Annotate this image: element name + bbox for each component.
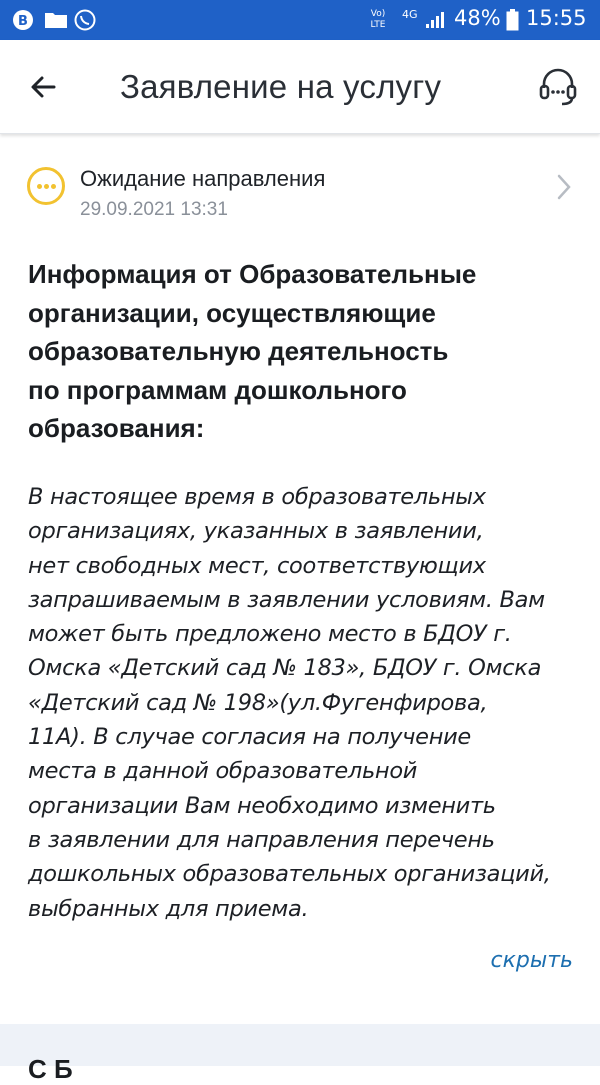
headset-icon[interactable]: [536, 64, 580, 108]
call-icon: [74, 9, 96, 31]
next-section-panel: [0, 1024, 600, 1084]
info-message-line: дошкольных образовательных организаций,: [28, 861, 551, 888]
info-heading-line: организации, осуществляющие: [28, 297, 436, 328]
info-heading-line: по программам дошкольного: [28, 374, 407, 405]
battery-percent: 48%: [454, 6, 501, 30]
network-type-indicator: 4G: [402, 8, 418, 21]
info-message-line: организации Вам необходимо изменить: [28, 792, 496, 819]
info-heading: [28, 255, 548, 448]
back-arrow-icon[interactable]: [24, 67, 64, 107]
application-status-title: Ожидание направления: [80, 166, 326, 191]
info-message-line: нет свободных мест, соответствующих: [28, 552, 486, 579]
app-header: [0, 40, 600, 134]
info-message-line: Омска «Детский сад № 183», БДОУ г. Омска: [28, 655, 542, 682]
application-status-date: 29.09.2021 13:31: [80, 199, 228, 220]
svg-text:В: В: [18, 14, 28, 29]
info-heading-line: образовательную деятельность: [28, 336, 449, 366]
info-message-line: организациях, указанных в заявлении,: [28, 518, 484, 545]
info-message-line: 11А). В случае согласия на получение: [28, 724, 471, 751]
info-message-line: «Детский сад № 198»(ул.Фугенфирова,: [28, 689, 488, 716]
info-heading-line: Информация от Образовательные: [28, 259, 477, 289]
info-message-line: в заявлении для направления перечень: [28, 826, 495, 853]
battery-icon: [506, 9, 519, 31]
chevron-right-icon: [554, 172, 574, 202]
folder-icon: [44, 11, 68, 29]
more-horizontal-circle-icon: [27, 167, 65, 205]
info-message-line: В настоящее время в образовательных: [28, 484, 486, 510]
next-section-heading: С Б: [28, 1054, 73, 1084]
hide-button[interactable]: скрыть: [490, 948, 573, 973]
info-message-line: запрашиваемым в заявлении условиям. Вам: [28, 586, 545, 613]
volte-indicator: Vo) LTE: [370, 9, 386, 30]
info-message-line: может быть предложено место в БДОУ г.: [28, 621, 512, 648]
clock: 15:55: [526, 6, 587, 30]
info-message-line: выбранных для приема.: [28, 895, 309, 922]
application-status-row[interactable]: [0, 150, 600, 240]
app-notification-icon: [12, 9, 34, 31]
page-title: Заявление на услугу: [120, 68, 442, 105]
signal-strength-icon: [425, 11, 447, 29]
system-status-bar: [0, 0, 600, 40]
info-message: [28, 480, 588, 926]
info-message-line: места в данной образовательной: [28, 758, 418, 785]
info-heading-line: образования:: [28, 413, 205, 443]
